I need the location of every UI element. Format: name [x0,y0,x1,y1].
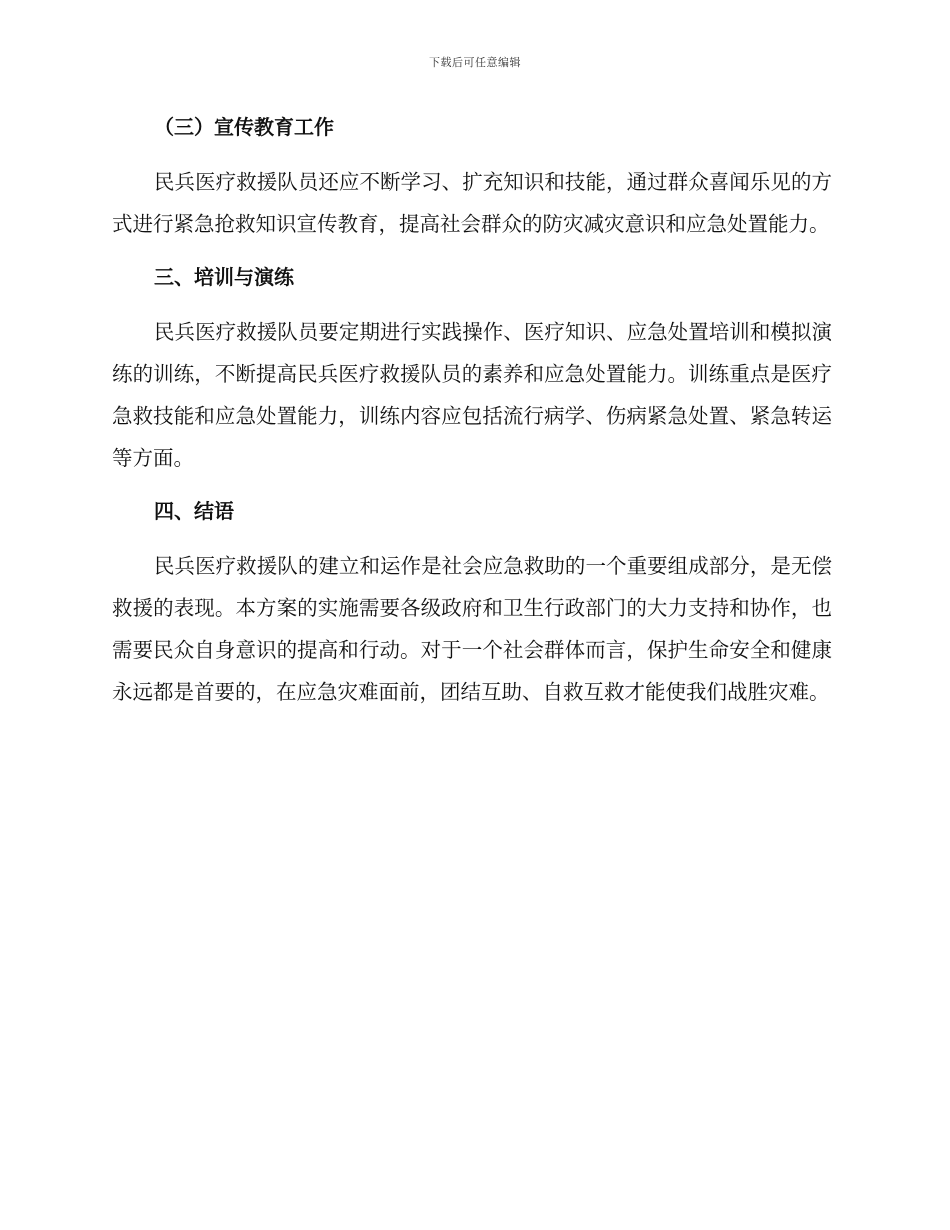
section-heading-publicity: （三）宣传教育工作 [154,115,334,139]
section-paragraph-publicity: 民兵医疗救援队员还应不断学习、扩充知识和技能，通过群众喜闻乐见的方式进行紧急抢救知识宣传教育，提高社会群众的防灾减灾意识和应急处置能力。 [112,170,832,236]
section-paragraph-training: 民兵医疗救援队员要定期进行实践操作、医疗知识、应急处置培训和模拟演练的训练，不断提高民兵医疗救援队员的素养和应急处置能力。训练重点是医疗急救技能和应急处置能力，训练内容应包括流行病学、伤病紧急处置、紧急转运等方面。 [112,320,832,470]
section-paragraph-conclusion: 民兵医疗救援队的建立和运作是社会应急救助的一个重要组成部分，是无偿救援的表现。本方案的实施需要各级政府和卫生行政部门的大力支持和协作，也需要民众自身意识的提高和行动。对于一个社会群体而言，保护生命安全和健康永远都是首要的，在应急灾难面前，团结互助、自救互救才能使我们战胜灾难。 [112,554,832,704]
document-body [112,112,832,713]
page-header-note: 下载后可任意编辑 [429,56,521,69]
section-heading-training: 三、培训与演练 [154,265,294,289]
section-heading-conclusion: 四、结语 [154,499,234,523]
